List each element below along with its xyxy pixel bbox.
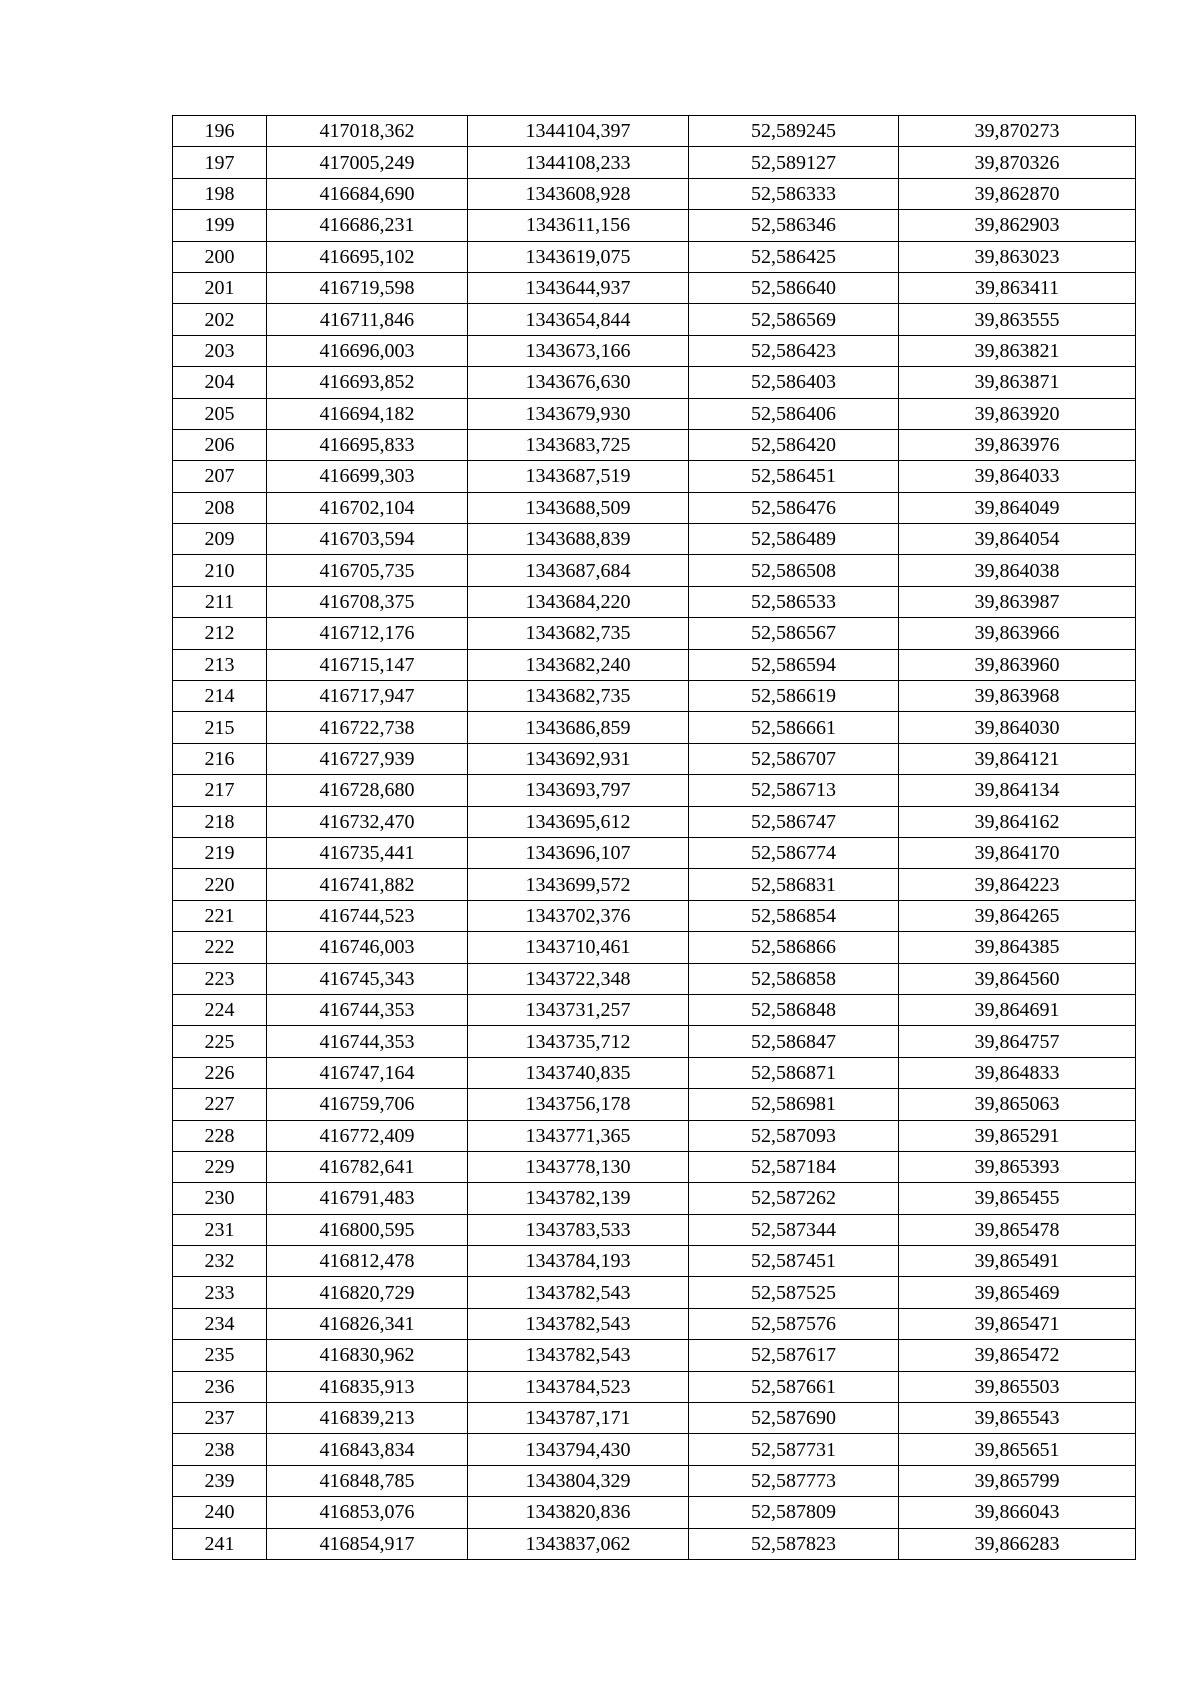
longitude-cell: 39,865543 [899,1403,1136,1434]
point-number-cell: 224 [173,994,267,1025]
x-coordinate-cell: 416708,375 [267,586,468,617]
point-number-cell: 237 [173,1403,267,1434]
point-number-cell: 232 [173,1246,267,1277]
longitude-cell: 39,863987 [899,586,1136,617]
point-number-cell: 203 [173,335,267,366]
x-coordinate-cell: 416732,470 [267,806,468,837]
x-coordinate-cell: 416747,164 [267,1057,468,1088]
point-number-cell: 214 [173,681,267,712]
latitude-cell: 52,587731 [689,1434,899,1465]
point-number-cell: 217 [173,775,267,806]
x-coordinate-cell: 416695,833 [267,429,468,460]
y-coordinate-cell: 1343682,240 [468,649,689,680]
longitude-cell: 39,865478 [899,1214,1136,1245]
longitude-cell: 39,863966 [899,618,1136,649]
x-coordinate-cell: 416684,690 [267,178,468,209]
x-coordinate-cell: 416843,834 [267,1434,468,1465]
y-coordinate-cell: 1343820,836 [468,1497,689,1528]
y-coordinate-cell: 1343688,509 [468,492,689,523]
point-number-cell: 227 [173,1089,267,1120]
longitude-cell: 39,863411 [899,272,1136,303]
table-row [173,1026,1136,1057]
latitude-cell: 52,587690 [689,1403,899,1434]
y-coordinate-cell: 1343740,835 [468,1057,689,1088]
table-row [173,147,1136,178]
longitude-cell: 39,864134 [899,775,1136,806]
latitude-cell: 52,586346 [689,210,899,241]
y-coordinate-cell: 1343782,543 [468,1340,689,1371]
latitude-cell: 52,586847 [689,1026,899,1057]
latitude-cell: 52,586747 [689,806,899,837]
y-coordinate-cell: 1343644,937 [468,272,689,303]
y-coordinate-cell: 1343683,725 [468,429,689,460]
latitude-cell: 52,586661 [689,712,899,743]
point-number-cell: 197 [173,147,267,178]
point-number-cell: 219 [173,837,267,868]
point-number-cell: 222 [173,932,267,963]
point-number-cell: 233 [173,1277,267,1308]
y-coordinate-cell: 1343731,257 [468,994,689,1025]
table-row [173,1403,1136,1434]
latitude-cell: 52,587184 [689,1151,899,1182]
point-number-cell: 212 [173,618,267,649]
latitude-cell: 52,586707 [689,743,899,774]
point-number-cell: 225 [173,1026,267,1057]
y-coordinate-cell: 1343611,156 [468,210,689,241]
table-row [173,1057,1136,1088]
x-coordinate-cell: 417018,362 [267,116,468,147]
longitude-cell: 39,863960 [899,649,1136,680]
latitude-cell: 52,589127 [689,147,899,178]
longitude-cell: 39,864385 [899,932,1136,963]
x-coordinate-cell: 416744,523 [267,900,468,931]
x-coordinate-cell: 416820,729 [267,1277,468,1308]
longitude-cell: 39,864757 [899,1026,1136,1057]
longitude-cell: 39,863821 [899,335,1136,366]
table-row [173,806,1136,837]
latitude-cell: 52,586866 [689,932,899,963]
table-row [173,1528,1136,1559]
table-row [173,524,1136,555]
latitude-cell: 52,586333 [689,178,899,209]
latitude-cell: 52,586451 [689,461,899,492]
longitude-cell: 39,865063 [899,1089,1136,1120]
table-row [173,900,1136,931]
longitude-cell: 39,864121 [899,743,1136,774]
table-row [173,1277,1136,1308]
table-row [173,618,1136,649]
table-row [173,178,1136,209]
x-coordinate-cell: 416830,962 [267,1340,468,1371]
point-number-cell: 223 [173,963,267,994]
x-coordinate-cell: 416693,852 [267,367,468,398]
y-coordinate-cell: 1343699,572 [468,869,689,900]
point-number-cell: 202 [173,304,267,335]
point-number-cell: 236 [173,1371,267,1402]
longitude-cell: 39,862903 [899,210,1136,241]
point-number-cell: 211 [173,586,267,617]
y-coordinate-cell: 1343682,735 [468,681,689,712]
table-row [173,1089,1136,1120]
y-coordinate-cell: 1343695,612 [468,806,689,837]
point-number-cell: 204 [173,367,267,398]
longitude-cell: 39,863920 [899,398,1136,429]
point-number-cell: 230 [173,1183,267,1214]
table-row [173,1246,1136,1277]
point-number-cell: 205 [173,398,267,429]
x-coordinate-cell: 416835,913 [267,1371,468,1402]
latitude-cell: 52,586871 [689,1057,899,1088]
latitude-cell: 52,586619 [689,681,899,712]
longitude-cell: 39,864265 [899,900,1136,931]
point-number-cell: 229 [173,1151,267,1182]
x-coordinate-cell: 416703,594 [267,524,468,555]
table-row [173,555,1136,586]
longitude-cell: 39,866283 [899,1528,1136,1559]
x-coordinate-cell: 416791,483 [267,1183,468,1214]
longitude-cell: 39,863871 [899,367,1136,398]
longitude-cell: 39,863555 [899,304,1136,335]
latitude-cell: 52,586981 [689,1089,899,1120]
longitude-cell: 39,863023 [899,241,1136,272]
latitude-cell: 52,587451 [689,1246,899,1277]
table-row [173,1151,1136,1182]
point-number-cell: 221 [173,900,267,931]
y-coordinate-cell: 1343702,376 [468,900,689,931]
longitude-cell: 39,865469 [899,1277,1136,1308]
x-coordinate-cell: 416744,353 [267,994,468,1025]
table-row [173,1214,1136,1245]
x-coordinate-cell: 416772,409 [267,1120,468,1151]
y-coordinate-cell: 1343710,461 [468,932,689,963]
x-coordinate-cell: 416727,939 [267,743,468,774]
point-number-cell: 201 [173,272,267,303]
longitude-cell: 39,863976 [899,429,1136,460]
latitude-cell: 52,587773 [689,1465,899,1496]
x-coordinate-cell: 416759,706 [267,1089,468,1120]
y-coordinate-cell: 1343784,523 [468,1371,689,1402]
latitude-cell: 52,587661 [689,1371,899,1402]
table-row [173,837,1136,868]
longitude-cell: 39,870273 [899,116,1136,147]
x-coordinate-cell: 416800,595 [267,1214,468,1245]
latitude-cell: 52,586848 [689,994,899,1025]
y-coordinate-cell: 1343654,844 [468,304,689,335]
longitude-cell: 39,864170 [899,837,1136,868]
x-coordinate-cell: 416705,735 [267,555,468,586]
point-number-cell: 231 [173,1214,267,1245]
point-number-cell: 241 [173,1528,267,1559]
longitude-cell: 39,865291 [899,1120,1136,1151]
y-coordinate-cell: 1344108,233 [468,147,689,178]
table-row [173,1308,1136,1339]
table-row [173,1371,1136,1402]
point-number-cell: 218 [173,806,267,837]
x-coordinate-cell: 416853,076 [267,1497,468,1528]
latitude-cell: 52,586858 [689,963,899,994]
x-coordinate-cell: 416741,882 [267,869,468,900]
latitude-cell: 52,587617 [689,1340,899,1371]
x-coordinate-cell: 416694,182 [267,398,468,429]
table-row [173,1120,1136,1151]
y-coordinate-cell: 1344104,397 [468,116,689,147]
x-coordinate-cell: 416854,917 [267,1528,468,1559]
longitude-cell: 39,865471 [899,1308,1136,1339]
x-coordinate-cell: 416702,104 [267,492,468,523]
point-number-cell: 234 [173,1308,267,1339]
x-coordinate-cell: 416722,738 [267,712,468,743]
x-coordinate-cell: 416728,680 [267,775,468,806]
point-number-cell: 198 [173,178,267,209]
point-number-cell: 196 [173,116,267,147]
y-coordinate-cell: 1343692,931 [468,743,689,774]
point-number-cell: 206 [173,429,267,460]
y-coordinate-cell: 1343837,062 [468,1528,689,1559]
table-row [173,1434,1136,1465]
y-coordinate-cell: 1343686,859 [468,712,689,743]
table-row [173,241,1136,272]
longitude-cell: 39,865472 [899,1340,1136,1371]
x-coordinate-cell: 416848,785 [267,1465,468,1496]
point-number-cell: 199 [173,210,267,241]
longitude-cell: 39,864833 [899,1057,1136,1088]
latitude-cell: 52,586476 [689,492,899,523]
coordinates-table-body [173,116,1136,1560]
x-coordinate-cell: 416712,176 [267,618,468,649]
y-coordinate-cell: 1343688,839 [468,524,689,555]
x-coordinate-cell: 416699,303 [267,461,468,492]
table-row [173,586,1136,617]
coordinates-table [172,115,1136,1560]
latitude-cell: 52,586774 [689,837,899,868]
latitude-cell: 52,587262 [689,1183,899,1214]
x-coordinate-cell: 416686,231 [267,210,468,241]
point-number-cell: 210 [173,555,267,586]
table-row [173,1340,1136,1371]
y-coordinate-cell: 1343787,171 [468,1403,689,1434]
point-number-cell: 240 [173,1497,267,1528]
latitude-cell: 52,587344 [689,1214,899,1245]
longitude-cell: 39,865455 [899,1183,1136,1214]
longitude-cell: 39,865393 [899,1151,1136,1182]
latitude-cell: 52,586567 [689,618,899,649]
table-row [173,461,1136,492]
y-coordinate-cell: 1343778,130 [468,1151,689,1182]
y-coordinate-cell: 1343696,107 [468,837,689,868]
y-coordinate-cell: 1343608,928 [468,178,689,209]
longitude-cell: 39,865503 [899,1371,1136,1402]
table-row [173,649,1136,680]
point-number-cell: 235 [173,1340,267,1371]
table-row [173,210,1136,241]
longitude-cell: 39,866043 [899,1497,1136,1528]
latitude-cell: 52,587525 [689,1277,899,1308]
x-coordinate-cell: 416717,947 [267,681,468,712]
point-number-cell: 216 [173,743,267,774]
point-number-cell: 200 [173,241,267,272]
y-coordinate-cell: 1343784,193 [468,1246,689,1277]
longitude-cell: 39,865799 [899,1465,1136,1496]
table-row [173,932,1136,963]
longitude-cell: 39,864223 [899,869,1136,900]
x-coordinate-cell: 416735,441 [267,837,468,868]
y-coordinate-cell: 1343722,348 [468,963,689,994]
table-row [173,429,1136,460]
table-row [173,994,1136,1025]
y-coordinate-cell: 1343673,166 [468,335,689,366]
x-coordinate-cell: 416745,343 [267,963,468,994]
latitude-cell: 52,586425 [689,241,899,272]
latitude-cell: 52,586854 [689,900,899,931]
latitude-cell: 52,586594 [689,649,899,680]
latitude-cell: 52,586406 [689,398,899,429]
longitude-cell: 39,864691 [899,994,1136,1025]
table-row [173,743,1136,774]
table-row [173,272,1136,303]
latitude-cell: 52,586420 [689,429,899,460]
y-coordinate-cell: 1343782,543 [468,1277,689,1308]
y-coordinate-cell: 1343679,930 [468,398,689,429]
y-coordinate-cell: 1343684,220 [468,586,689,617]
table-row [173,335,1136,366]
x-coordinate-cell: 416715,147 [267,649,468,680]
latitude-cell: 52,587576 [689,1308,899,1339]
y-coordinate-cell: 1343682,735 [468,618,689,649]
table-row [173,712,1136,743]
longitude-cell: 39,870326 [899,147,1136,178]
y-coordinate-cell: 1343804,329 [468,1465,689,1496]
table-row [173,775,1136,806]
x-coordinate-cell: 416812,478 [267,1246,468,1277]
table-row [173,1497,1136,1528]
latitude-cell: 52,587093 [689,1120,899,1151]
y-coordinate-cell: 1343687,684 [468,555,689,586]
longitude-cell: 39,863968 [899,681,1136,712]
table-row [173,398,1136,429]
y-coordinate-cell: 1343783,533 [468,1214,689,1245]
x-coordinate-cell: 416839,213 [267,1403,468,1434]
point-number-cell: 215 [173,712,267,743]
x-coordinate-cell: 416695,102 [267,241,468,272]
longitude-cell: 39,865491 [899,1246,1136,1277]
y-coordinate-cell: 1343619,075 [468,241,689,272]
x-coordinate-cell: 416746,003 [267,932,468,963]
y-coordinate-cell: 1343676,630 [468,367,689,398]
latitude-cell: 52,586403 [689,367,899,398]
x-coordinate-cell: 416719,598 [267,272,468,303]
y-coordinate-cell: 1343771,365 [468,1120,689,1151]
y-coordinate-cell: 1343687,519 [468,461,689,492]
point-number-cell: 213 [173,649,267,680]
y-coordinate-cell: 1343794,430 [468,1434,689,1465]
longitude-cell: 39,864162 [899,806,1136,837]
x-coordinate-cell: 416826,341 [267,1308,468,1339]
point-number-cell: 208 [173,492,267,523]
x-coordinate-cell: 416782,641 [267,1151,468,1182]
latitude-cell: 52,586489 [689,524,899,555]
table-row [173,304,1136,335]
longitude-cell: 39,864049 [899,492,1136,523]
latitude-cell: 52,586713 [689,775,899,806]
latitude-cell: 52,586831 [689,869,899,900]
longitude-cell: 39,864038 [899,555,1136,586]
y-coordinate-cell: 1343756,178 [468,1089,689,1120]
latitude-cell: 52,587823 [689,1528,899,1559]
y-coordinate-cell: 1343782,139 [468,1183,689,1214]
x-coordinate-cell: 416696,003 [267,335,468,366]
point-number-cell: 220 [173,869,267,900]
point-number-cell: 207 [173,461,267,492]
table-row [173,367,1136,398]
table-row [173,681,1136,712]
y-coordinate-cell: 1343693,797 [468,775,689,806]
point-number-cell: 238 [173,1434,267,1465]
point-number-cell: 209 [173,524,267,555]
x-coordinate-cell: 416711,846 [267,304,468,335]
table-row [173,492,1136,523]
x-coordinate-cell: 417005,249 [267,147,468,178]
latitude-cell: 52,586423 [689,335,899,366]
longitude-cell: 39,865651 [899,1434,1136,1465]
latitude-cell: 52,587809 [689,1497,899,1528]
table-row [173,869,1136,900]
table-row [173,1465,1136,1496]
longitude-cell: 39,864030 [899,712,1136,743]
longitude-cell: 39,862870 [899,178,1136,209]
latitude-cell: 52,586640 [689,272,899,303]
y-coordinate-cell: 1343782,543 [468,1308,689,1339]
longitude-cell: 39,864560 [899,963,1136,994]
latitude-cell: 52,586533 [689,586,899,617]
latitude-cell: 52,589245 [689,116,899,147]
longitude-cell: 39,864054 [899,524,1136,555]
table-row [173,1183,1136,1214]
latitude-cell: 52,586569 [689,304,899,335]
longitude-cell: 39,864033 [899,461,1136,492]
table-row [173,963,1136,994]
table-row [173,116,1136,147]
point-number-cell: 228 [173,1120,267,1151]
point-number-cell: 226 [173,1057,267,1088]
point-number-cell: 239 [173,1465,267,1496]
x-coordinate-cell: 416744,353 [267,1026,468,1057]
y-coordinate-cell: 1343735,712 [468,1026,689,1057]
latitude-cell: 52,586508 [689,555,899,586]
